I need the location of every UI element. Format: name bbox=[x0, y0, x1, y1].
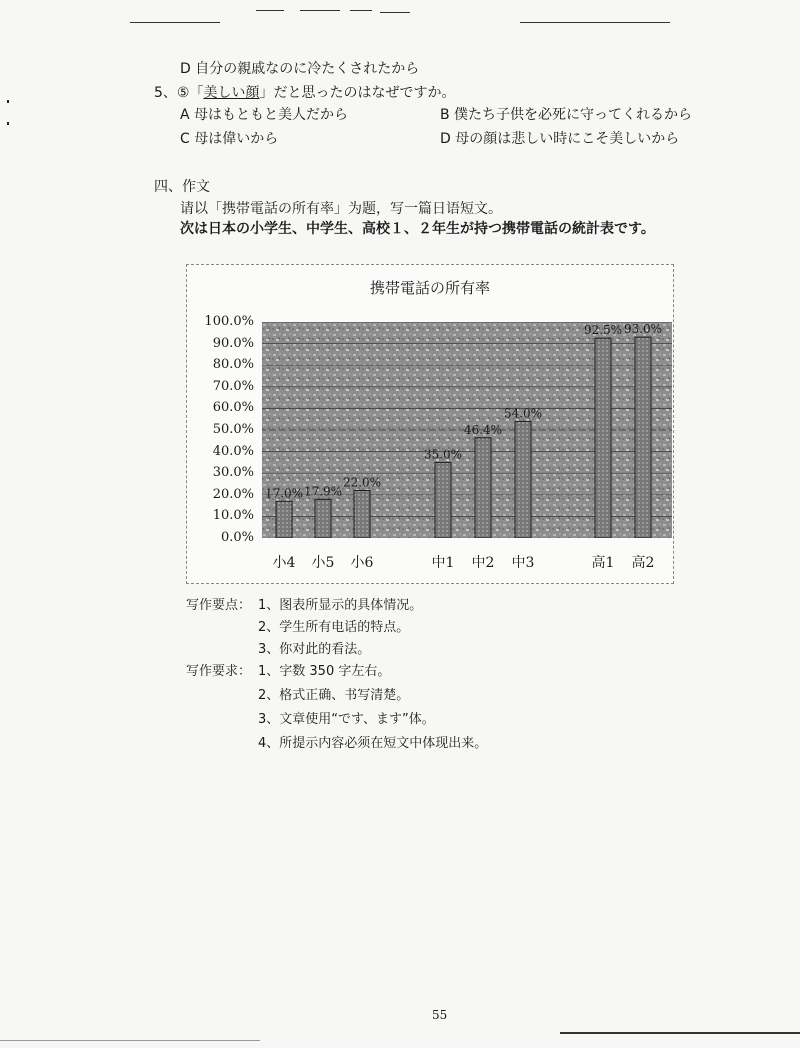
y-tick-label: 0.0% bbox=[220, 530, 254, 545]
circled-marker: ⑤ bbox=[176, 85, 190, 101]
bar-value-label: 35.0% bbox=[423, 447, 463, 462]
bar bbox=[354, 490, 370, 538]
writing-points-label: 写作要点： bbox=[186, 598, 252, 613]
bar-value-label: 93.0% bbox=[623, 322, 663, 337]
bar bbox=[595, 338, 611, 538]
bar bbox=[315, 499, 331, 538]
question-number: 5、 bbox=[154, 85, 177, 101]
option-d: D 母の顔は悲しい時にこそ美しいから bbox=[440, 131, 680, 147]
writing-point-item: 1、图表所显示的具体情况。 bbox=[258, 598, 423, 613]
bar-value-label: 54.0% bbox=[503, 406, 543, 421]
x-tick-label: 高2 bbox=[631, 555, 655, 571]
chart-title: 携帯電話の所有率 bbox=[369, 279, 490, 297]
x-tick-label: 小4 bbox=[272, 555, 296, 571]
bar bbox=[515, 421, 531, 538]
essay-instruction: 请以「携帯電話の所有率」为题，写一篇日语短文。 bbox=[180, 201, 502, 217]
x-tick-label: 小6 bbox=[350, 555, 374, 571]
y-tick-label: 30.0% bbox=[212, 465, 254, 481]
bar bbox=[276, 501, 292, 538]
y-tick-label: 90.0% bbox=[212, 335, 254, 351]
y-tick-label: 80.0% bbox=[212, 357, 254, 373]
writing-requirements-label: 写作要求： bbox=[186, 664, 252, 679]
bar-value-label: 17.9% bbox=[303, 484, 343, 499]
bar-value-label: 22.0% bbox=[342, 475, 382, 490]
bar-value-label: 92.5% bbox=[583, 323, 623, 338]
x-tick-label: 小5 bbox=[311, 555, 335, 571]
x-tick-label: 高1 bbox=[591, 555, 615, 571]
prev-option-d: D 自分の親戚なのに冷たくされたから bbox=[180, 61, 420, 77]
bar bbox=[475, 438, 491, 538]
writing-point-item: 2、学生所有电话的特点。 bbox=[258, 620, 410, 635]
x-tick-label: 中1 bbox=[431, 555, 455, 571]
bar-value-label: 46.4% bbox=[463, 422, 503, 437]
x-tick-label: 中2 bbox=[471, 555, 495, 571]
y-tick-label: 50.0% bbox=[212, 422, 254, 437]
option-c: C 母は偉いから bbox=[180, 131, 279, 147]
x-tick-label: 中3 bbox=[511, 555, 535, 571]
y-tick-label: 70.0% bbox=[212, 378, 254, 394]
open-bracket: 「 bbox=[189, 85, 204, 101]
bar-value-label: 17.0% bbox=[264, 486, 304, 501]
section-heading: 四、作文 bbox=[154, 179, 210, 195]
bar bbox=[435, 462, 451, 538]
y-tick-label: 10.0% bbox=[212, 508, 254, 524]
option-a: A 母はもともと美人だから bbox=[180, 107, 349, 123]
y-tick-label: 60.0% bbox=[212, 400, 254, 416]
writing-requirement-item: 2、格式正确、书写清楚。 bbox=[258, 688, 410, 703]
page-number: 55 bbox=[432, 1008, 448, 1022]
chart-plot bbox=[262, 322, 672, 538]
question-5 bbox=[154, 82, 455, 102]
writing-point-item: 3、你对此的看法。 bbox=[258, 642, 371, 657]
y-tick-label: 40.0% bbox=[212, 443, 254, 459]
question-prompt: 」だと思ったのはなぜですか。 bbox=[259, 85, 456, 101]
y-tick-label: 20.0% bbox=[212, 486, 254, 502]
y-tick-label: 100.0% bbox=[204, 314, 254, 329]
writing-requirement-item: 1、字数 350 字左右。 bbox=[258, 664, 391, 679]
chart-description: 次は日本の小学生、中学生、高校１、２年生が持つ携帯電話の統計表です。 bbox=[180, 221, 655, 237]
bar bbox=[635, 337, 651, 538]
option-b: B 僕たち子供を必死に守ってくれるから bbox=[440, 107, 693, 123]
quoted-phrase: 美しい顔 bbox=[203, 85, 260, 101]
writing-requirement-item: 4、所提示内容必须在短文中体现出来。 bbox=[258, 736, 488, 751]
writing-requirement-item: 3、文章使用“です、ます”体。 bbox=[258, 712, 435, 727]
